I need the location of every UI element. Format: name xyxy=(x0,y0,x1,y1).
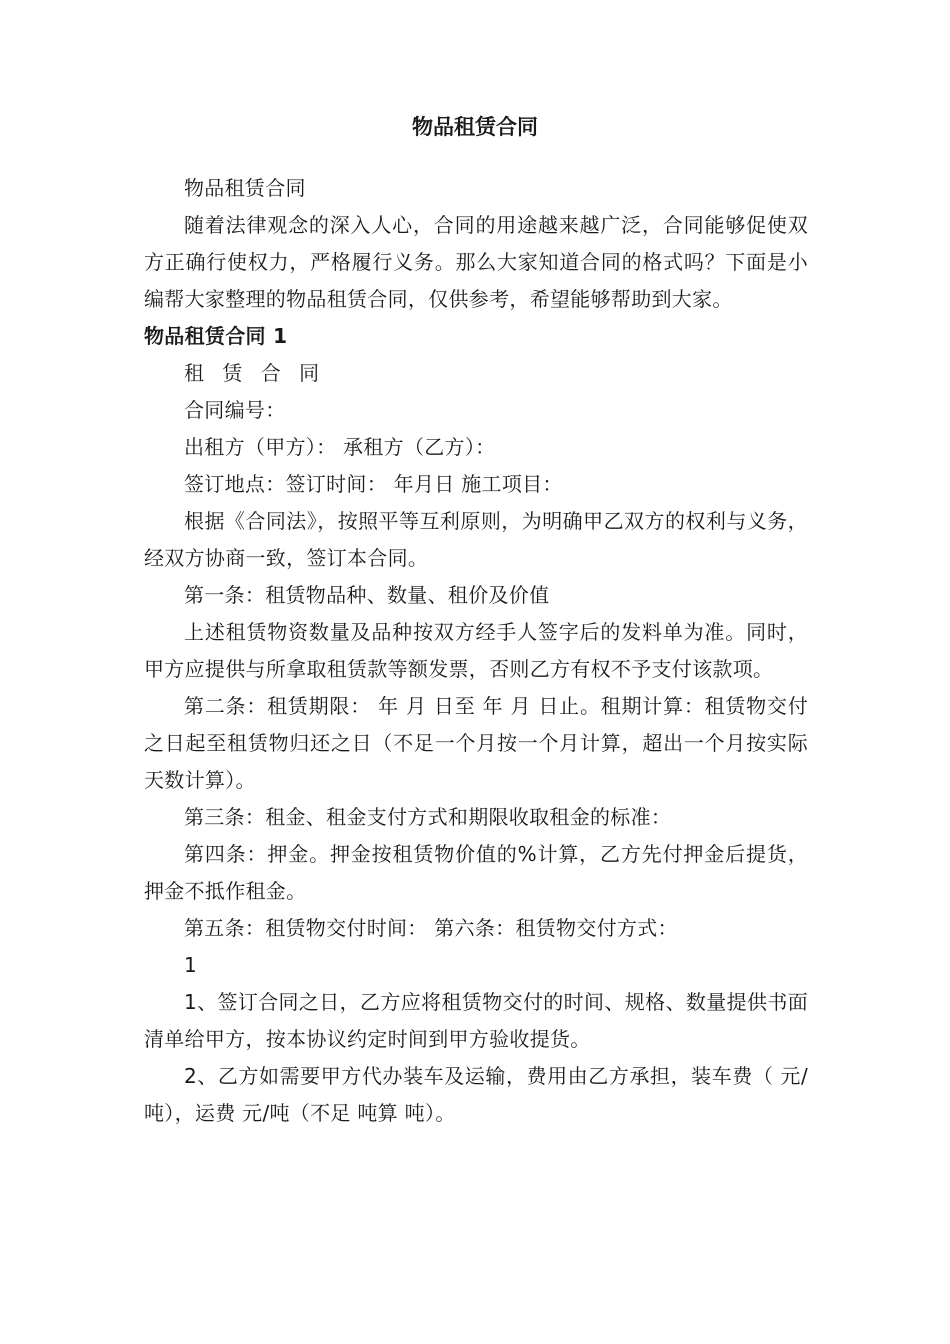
articles-5-6: 第五条：租赁物交付时间： 第六条：租赁物交付方式： xyxy=(184,916,678,940)
paragraph-subtitle: 物品租赁合同 xyxy=(184,176,306,200)
parties-line: 出租方（甲方）： 承租方（乙方）： xyxy=(184,435,496,459)
article-2: 第二条：租赁期限： 年 月 日至 年 月 日止。租期计算：租赁物交付之日起至租赁物归还之日（不足一个月按一个月计算，超出一个月按实际天数计算）。 xyxy=(144,694,808,792)
paragraph-intro: 随着法律观念的深入人心，合同的用途越来越广泛，合同能够促使双方正确行使权力，严格履行义务。那么大家知道合同的格式吗？下面是小编帮大家整理的物品租赁合同，仅供参考，希望能够帮助到大家。 xyxy=(144,213,808,311)
document-body xyxy=(144,170,808,1132)
paragraph-preamble: 根据《合同法》，按照平等互利原则，为明确甲乙双方的权利与义务，经双方协商一致，签订本合同。 xyxy=(144,509,808,570)
article-1-body: 上述租赁物资数量及品种按双方经手人签字后的发料单为准。同时，甲方应提供与所拿取租赁款等额发票，否则乙方有权不予支付该款项。 xyxy=(144,620,808,681)
article-4: 第四条：押金。押金按租赁物价值的%计算，乙方先付押金后提货，押金不抵作租金。 xyxy=(144,842,808,903)
clause-2: 2、乙方如需要甲方代办装车及运输，费用由乙方承担，装车费（ 元/吨），运费 元/吨（不足 吨算 吨）。 xyxy=(144,1064,808,1125)
contract-number-line: 合同编号： xyxy=(184,398,286,422)
contract-title: 租 赁 合 同 xyxy=(184,361,326,385)
page-number-marker: 1 xyxy=(184,953,198,977)
document-title: 物品租赁合同 xyxy=(412,115,538,139)
article-1-heading: 第一条：租赁物品种、数量、租价及价值 xyxy=(184,583,550,607)
signing-info-line: 签订地点：签订时间： 年月日 施工项目： xyxy=(184,472,563,496)
section-heading: 物品租赁合同 1 xyxy=(144,324,288,348)
article-3: 第三条：租金、租金支付方式和期限收取租金的标准： xyxy=(184,805,672,829)
clause-1: 1、签订合同之日，乙方应将租赁物交付的时间、规格、数量提供书面清单给甲方，按本协议约定时间到甲方验收提货。 xyxy=(144,990,808,1051)
